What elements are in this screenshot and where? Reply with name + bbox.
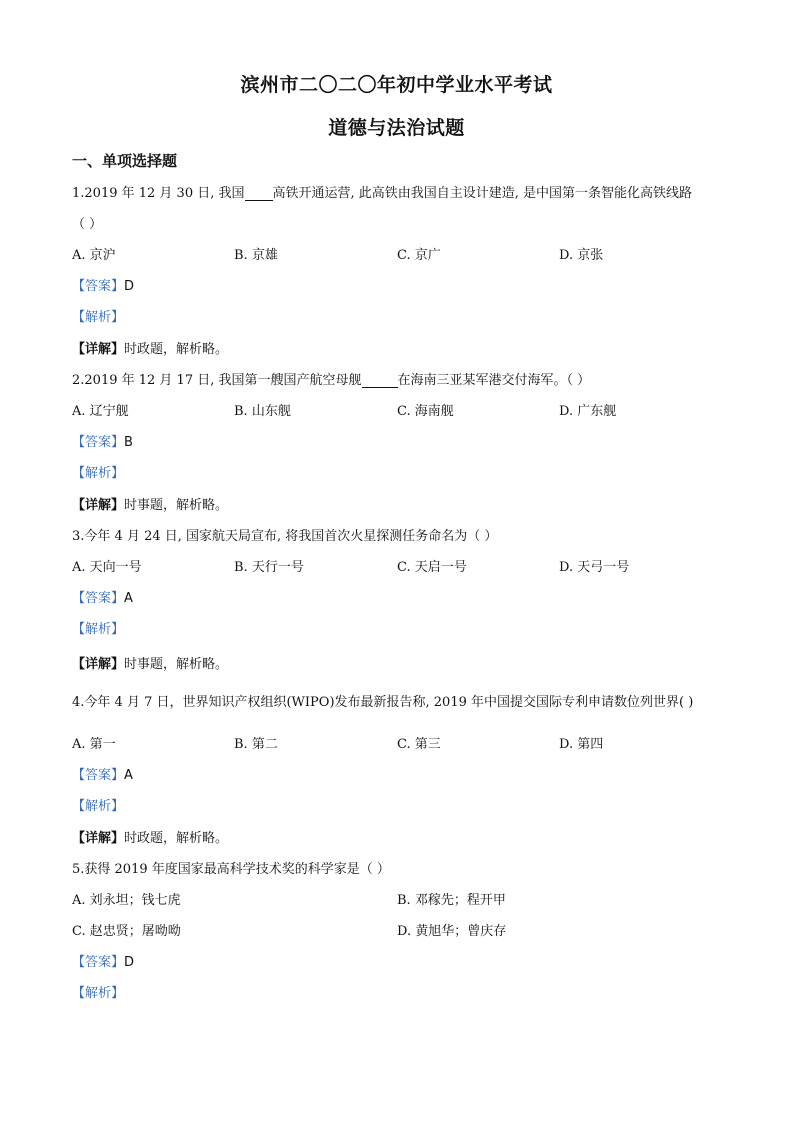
question-1-stem-part2: 高铁开通运营, 此高铁由我国自主设计建造, 是中国第一条智能化高铁线路 xyxy=(272,186,693,201)
question-2-option-b: B. 山东舰 xyxy=(234,404,291,419)
question-3-option-c: C. 天启一号 xyxy=(397,560,467,575)
answer-value: B xyxy=(124,435,133,450)
question-2-option-d: D. 广东舰 xyxy=(559,404,617,419)
question-4-answer xyxy=(72,764,133,783)
question-4-option-a: A. 第一 xyxy=(72,737,116,752)
answer-value: A xyxy=(124,591,133,606)
detail-text: 时政题，解析略。 xyxy=(124,342,229,357)
detail-text: 时政题，解析略。 xyxy=(124,831,229,846)
question-4-option-c: C. 第三 xyxy=(397,737,441,752)
answer-blank xyxy=(362,373,398,388)
question-3-analysis: 【解析】 xyxy=(72,622,125,637)
question-1-option-a: A. 京沪 xyxy=(72,248,116,263)
question-3-stem: 3.今年 4 月 24 日, 国家航天局宣布, 将我国首次火星探测任务命名为（ ） xyxy=(72,529,498,544)
section-heading: 一、单项选择题 xyxy=(72,152,178,170)
detail-label: 【详解】 xyxy=(72,657,125,672)
question-4-stem: 4.今年 4 月 7 日，世界知识产权组织(WIPO)发布最新报告称, 2019 年中国提交国际专利申请数位列世界( ) xyxy=(72,695,694,710)
question-2-option-c: C. 海南舰 xyxy=(397,404,454,419)
page-subtitle: 道德与法治试题 xyxy=(328,117,465,139)
answer-blank xyxy=(245,186,273,201)
question-2-option-a: A. 辽宁舰 xyxy=(72,404,129,419)
detail-text: 时事题，解析略。 xyxy=(124,498,229,513)
question-1-option-c: C. 京广 xyxy=(397,248,441,263)
answer-value: D xyxy=(124,955,135,970)
question-5-option-c: C. 赵忠贤；屠呦呦 xyxy=(72,924,181,939)
question-1-detail xyxy=(72,338,228,357)
detail-label: 【详解】 xyxy=(72,342,125,357)
question-3-option-d: D. 天弓一号 xyxy=(559,560,630,575)
answer-label: 【答案】 xyxy=(72,768,125,783)
answer-label: 【答案】 xyxy=(72,591,125,606)
question-5-stem: 5.获得 2019 年度国家最高科学技术奖的科学家是（ ） xyxy=(72,862,390,877)
question-3-option-a: A. 天向一号 xyxy=(72,560,142,575)
question-5-analysis: 【解析】 xyxy=(72,986,125,1001)
question-2-stem xyxy=(72,369,590,388)
question-1-stem xyxy=(72,182,692,201)
answer-value: A xyxy=(124,768,133,783)
question-5-answer xyxy=(72,951,134,970)
question-4-option-b: B. 第二 xyxy=(234,737,278,752)
question-1-stem-part1: 1.2019 年 12 月 30 日, 我国 xyxy=(72,186,245,201)
question-1-analysis: 【解析】 xyxy=(72,310,125,325)
detail-label: 【详解】 xyxy=(72,831,125,846)
answer-label: 【答案】 xyxy=(72,955,125,970)
question-4-analysis: 【解析】 xyxy=(72,799,125,814)
question-2-stem-part1: 2.2019 年 12 月 17 日, 我国第一艘国产航空母舰 xyxy=(72,373,362,388)
question-2-stem-part2: 在海南三亚某军港交付海军。（ ） xyxy=(397,373,591,388)
question-5-option-b: B. 邓稼先；程开甲 xyxy=(397,893,506,908)
question-1-answer xyxy=(72,275,134,294)
answer-value: D xyxy=(124,279,135,294)
question-3-answer xyxy=(72,587,133,606)
detail-text: 时事题，解析略。 xyxy=(124,657,229,672)
question-2-detail xyxy=(72,494,228,513)
question-1-option-d: D. 京张 xyxy=(559,248,604,263)
question-2-answer xyxy=(72,431,133,450)
question-4-option-d: D. 第四 xyxy=(559,737,604,752)
question-4-detail xyxy=(72,827,228,846)
question-1-option-b: B. 京雄 xyxy=(234,248,278,263)
question-5-option-a: A. 刘永坦；钱七虎 xyxy=(72,893,181,908)
question-5-option-d: D. 黄旭华；曾庆存 xyxy=(397,924,507,939)
answer-label: 【答案】 xyxy=(72,279,125,294)
question-3-detail xyxy=(72,653,228,672)
answer-label: 【答案】 xyxy=(72,435,125,450)
question-3-option-b: B. 天行一号 xyxy=(234,560,304,575)
question-1-paren: （ ） xyxy=(72,217,103,232)
page-title: 滨州市二〇二〇年初中学业水平考试 xyxy=(240,74,553,96)
detail-label: 【详解】 xyxy=(72,498,125,513)
question-2-analysis: 【解析】 xyxy=(72,466,125,481)
